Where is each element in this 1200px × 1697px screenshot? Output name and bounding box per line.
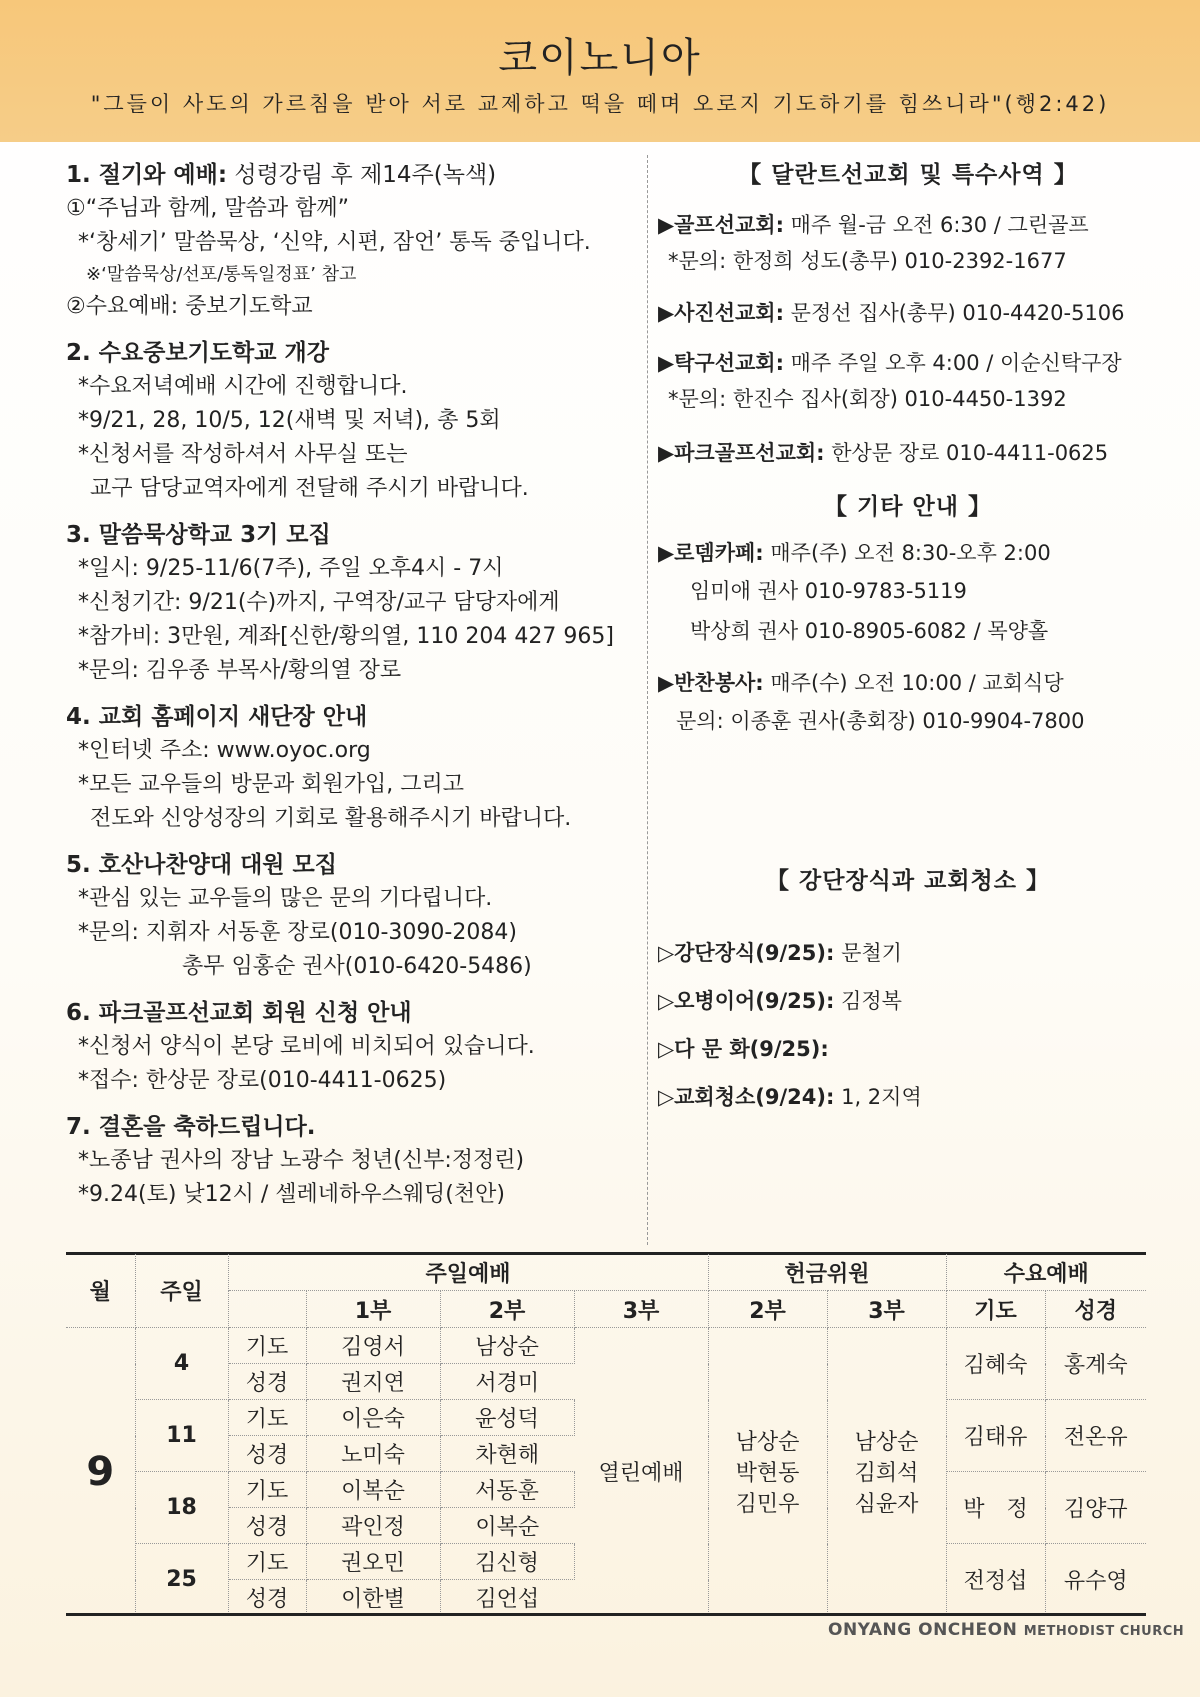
service3-cell: 열린예배 [574,1328,708,1616]
section-6-line: *접수: 한상문 장로(010-4411-0625) [78,1068,447,1093]
church-name-footer: ONYANG ONCHEON METHODIST CHURCH [828,1620,1185,1640]
name-cell: 남상순 [440,1328,574,1364]
month-cell: 9 [66,1328,135,1616]
name-cell: 차현해 [440,1436,574,1472]
section-6 [66,996,636,1098]
section-2-title: 2. 수요중보기도학교 개강 [66,340,329,366]
header-banner [0,0,1200,142]
section-3 [66,518,636,688]
side-dish-service: ▶반찬봉사: 매주(수) 오전 10:00 / 교회식당 [658,671,1064,695]
section-7-line: *노종남 권사의 장남 노광수 청년(신부:정정린) [78,1148,525,1173]
role-cell: 성경 [228,1364,306,1400]
section-2-line: 교구 담당교역자에게 전달해 주시기 바랍니다. [90,476,529,501]
header-week: 주일 [135,1254,228,1328]
section-4 [66,700,636,836]
wed-prayer-cell: 김혜숙 [946,1328,1045,1400]
church-cleaning: ▷교회청소(9/24): 1, 2지역 [658,1085,922,1109]
section-7 [66,1110,636,1212]
name-cell: 이복순 [440,1508,574,1544]
header-1bu: 1부 [306,1291,440,1328]
week-cell: 11 [135,1400,228,1472]
cafe-contact: 박상희 권사 010-8905-6082 / 목양홀 [690,619,1049,643]
wed-prayer-cell: 전정섭 [946,1544,1045,1616]
week-cell: 18 [135,1472,228,1544]
section-2-line: *신청서를 작성하셔서 사무실 또는 [78,442,408,467]
name-cell: 김신형 [440,1544,574,1580]
name-cell: 김영서 [306,1328,440,1364]
role-cell: 성경 [228,1580,306,1616]
cafe-info: ▶로뎀카페: 매주(주) 오전 8:30-오후 2:00 [658,541,1051,565]
name-cell: 곽인정 [306,1508,440,1544]
week-cell: 25 [135,1544,228,1616]
section-4-line: 전도와 신앙성장의 기회로 활용해주시기 바랍니다. [90,806,572,831]
section-5-line: *관심 있는 교우들의 많은 문의 기다립니다. [78,886,493,911]
name-cell: 서동훈 [440,1472,574,1508]
table-bottom-rule [66,1613,1146,1616]
wed-bible-cell: 김양규 [1045,1472,1146,1544]
section-1-title: 1. 절기와 예배: 성령강림 후 제14주(녹색) [66,162,497,188]
role-cell: 기도 [228,1328,306,1364]
wed-prayer-cell: 박 정 [946,1472,1045,1544]
section-4-title: 4. 교회 홈페이지 새단장 안내 [66,704,368,730]
name-cell: 윤성덕 [440,1400,574,1436]
column-divider [647,155,648,1245]
multicultural: ▷다 문 화(9/25): [658,1037,829,1061]
header-offering: 헌금위원 [708,1254,946,1291]
section-5-line: *문의: 지휘자 서동훈 장로(010-3090-2084) [78,920,517,945]
photo-ministry: ▶사진선교회: 문정선 집사(총무) 010-4420-5106 [658,301,1125,325]
wed-bible-cell: 홍계숙 [1045,1328,1146,1400]
section-7-line: *9.24(토) 낮12시 / 셀레네하우스웨딩(천안) [78,1182,505,1207]
section-1-note: ※‘말씀묵상/선포/통독일정표’ 참고 [86,264,357,285]
header-sunday-service: 주일예배 [228,1254,708,1291]
talent-ministry-heading: 【 달란트선교회 및 특수사역 】 [738,162,1078,188]
section-1-line: *‘창세기’ 말씀묵상, ‘신약, 시편, 잠언’ 통독 중입니다. [78,230,591,255]
cafe-contact: 임미애 권사 010-9783-5119 [690,579,967,603]
other-info-heading: 【 기타 안내 】 [824,494,992,520]
section-1-line: ①“주님과 함께, 말씀과 함께” [66,196,350,221]
golf-ministry: ▶골프선교회: 매주 월-금 오전 6:30 / 그린골프 [658,213,1089,237]
section-3-line: *신청기간: 9/21(수)까지, 구역장/교구 담당자에게 [78,590,560,615]
section-6-title: 6. 파크골프선교회 회원 신청 안내 [66,1000,412,1026]
section-2-line: *수요저녁예배 시간에 진행합니다. [78,374,408,399]
header-verse: "그들이 사도의 가르침을 받아 서로 교제하고 떡을 떼며 오로지 기도하기를 힘쓰니라"(행2:42) [90,92,1110,116]
section-3-line: *참가비: 3만원, 계좌[신한/황의열, 110 204 427 965] [78,624,614,649]
wed-prayer-cell: 김태유 [946,1400,1045,1472]
section-1 [66,158,636,324]
role-cell: 기도 [228,1472,306,1508]
name-cell: 권오민 [306,1544,440,1580]
park-golf-ministry: ▶파크골프선교회: 한상문 장로 010-4411-0625 [658,441,1109,465]
homepage-url[interactable]: *인터넷 주소: www.oyoc.org [78,738,371,763]
table-tennis-ministry: ▶탁구선교회: 매주 주일 오후 4:00 / 이순신탁구장 [658,351,1122,375]
schedule-table [66,1254,1146,1616]
section-5-title: 5. 호산나찬양대 대원 모집 [66,852,337,878]
name-cell: 이복순 [306,1472,440,1508]
section-1-line: ②수요예배: 중보기도학교 [66,294,313,319]
section-5-line: 총무 임홍순 권사(010-6420-5486) [182,954,532,979]
role-cell: 성경 [228,1508,306,1544]
page-title: 코이노니아 [498,35,702,81]
header-2bu: 2부 [440,1291,574,1328]
section-2 [66,336,636,506]
section-7-title: 7. 결혼을 축하드립니다. [66,1114,316,1140]
section-6-line: *신청서 양식이 본당 로비에 비치되어 있습니다. [78,1034,535,1059]
section-3-line: *문의: 김우종 부목사/황의열 장로 [78,658,402,683]
header-3bu: 3부 [574,1291,708,1328]
role-cell: 기도 [228,1544,306,1580]
left-column [66,158,636,1224]
name-cell: 이한별 [306,1580,440,1616]
header-month: 월 [66,1254,135,1328]
name-cell: 이은숙 [306,1400,440,1436]
side-dish-contact: 문의: 이종훈 권사(총회장) 010-9904-7800 [676,709,1085,733]
header-offering-3bu: 3부 [827,1291,946,1328]
obyeongieo: ▷오병이어(9/25): 김정복 [658,989,902,1013]
header-wednesday-service: 수요예배 [946,1254,1146,1291]
table-tennis-contact: *문의: 한진수 집사(회장) 010-4450-1392 [668,387,1067,411]
name-cell: 서경미 [440,1364,574,1400]
header-blank [228,1291,306,1328]
role-cell: 성경 [228,1436,306,1472]
header-offering-2bu: 2부 [708,1291,827,1328]
right-column [658,155,1158,1121]
header-prayer: 기도 [946,1291,1045,1328]
role-cell: 기도 [228,1400,306,1436]
altar-cleaning-heading: 【 강단장식과 교회청소 】 [766,868,1050,894]
golf-contact: *문의: 한정희 성도(총무) 010-2392-1677 [668,249,1067,273]
section-4-line: *모든 교우들의 방문과 회원가입, 그리고 [78,772,464,797]
altar-decoration: ▷강단장식(9/25): 문철기 [658,941,902,965]
section-2-line: *9/21, 28, 10/5, 12(새벽 및 저녁), 총 5회 [78,408,501,433]
offering-3bu-cell: 남상순 김희석 심윤자 [827,1328,946,1616]
section-5 [66,848,636,984]
name-cell: 노미숙 [306,1436,440,1472]
offering-2bu-cell: 남상순 박현동 김민우 [708,1328,827,1616]
section-3-line: *일시: 9/25-11/6(7주), 주일 오후4시 - 7시 [78,556,504,581]
section-3-title: 3. 말씀묵상학교 3기 모집 [66,522,331,548]
name-cell: 김언섭 [440,1580,574,1616]
week-cell: 4 [135,1328,228,1400]
name-cell: 권지연 [306,1364,440,1400]
wed-bible-cell: 유수영 [1045,1544,1146,1616]
wed-bible-cell: 전온유 [1045,1400,1146,1472]
header-bible: 성경 [1045,1291,1146,1328]
